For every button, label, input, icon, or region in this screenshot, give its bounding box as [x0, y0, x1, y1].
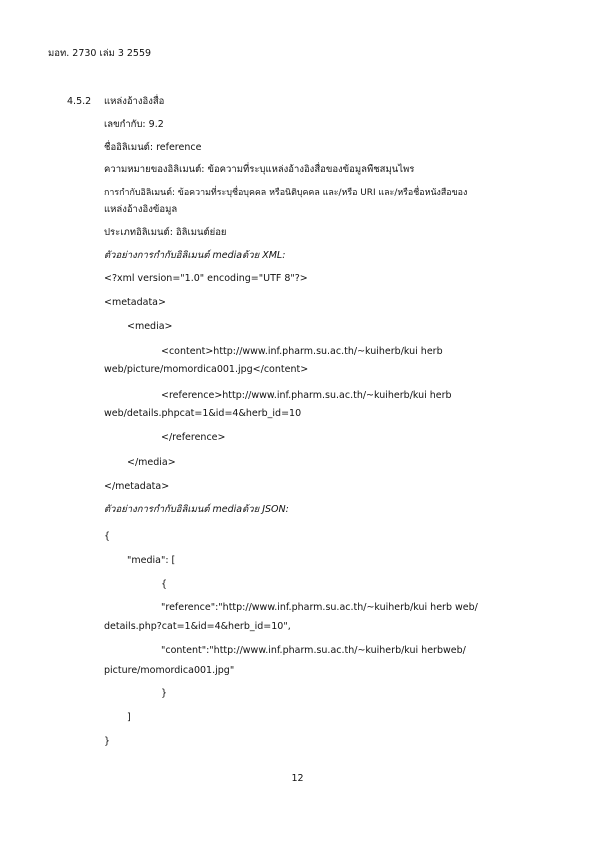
xml-line: </reference> — [161, 432, 226, 443]
ref-number: เลขกำกับ: 9.2 — [104, 119, 164, 130]
xml-line: <media> — [127, 321, 173, 332]
json-line: ] — [127, 712, 131, 723]
element-name: ชื่ออิลิเมนต์: reference — [104, 142, 202, 153]
xml-line: </metadata> — [104, 481, 170, 492]
xml-line: </media> — [127, 457, 176, 468]
xml-line: <metadata> — [104, 297, 166, 308]
standard-header: มอท. 2730 เล่ม 3 2559 — [48, 48, 152, 59]
page-number: 12 — [291, 773, 304, 784]
json-line: "reference":"http://www.inf.pharm.su.ac.th/~kuiherb/kui herb web/ — [161, 602, 478, 613]
xml-line: <content>http://www.inf.pharm.su.ac.th/~kuiherb/kui herb — [161, 346, 443, 357]
xml-line: <reference>http://www.inf.pharm.su.ac.th/~kuiherb/kui herb — [161, 390, 452, 401]
json-line: "media": [ — [127, 555, 176, 566]
xml-line: web/picture/momordica001.jpg</content> — [104, 364, 309, 375]
element-usage-line-1: การกำกับอิลิเมนต์: ข้อความที่ระบุชื่อบุคคล หรือนิติบุคคล และ/หรือ URI และ/หรือชื่อหนังสือของ — [104, 188, 468, 198]
json-example-heading: ตัวอย่างการกำกับอิลิเมนต์ mediaด้วย JSON: — [104, 504, 289, 515]
element-type: ประเภทอิลิเมนต์: อิลิเมนต์ย่อย — [104, 227, 227, 238]
section-title: แหล่งอ้างอิงสื่อ — [104, 96, 165, 107]
xml-line: <?xml version="1.0" encoding="UTF 8"?> — [104, 273, 308, 284]
json-line: "content":"http://www.inf.pharm.su.ac.th/~kuiherb/kui herbweb/ — [161, 645, 466, 656]
json-line: details.php?cat=1&id=4&herb_id=10", — [104, 621, 291, 632]
json-line: { — [161, 579, 168, 590]
json-line: picture/momordica001.jpg" — [104, 665, 235, 676]
json-line: } — [104, 736, 111, 747]
json-line: { — [104, 531, 111, 542]
json-line: } — [161, 688, 168, 699]
element-usage-line-2: แหล่งอ้างอิงข้อมูล — [104, 204, 178, 215]
xml-example-heading: ตัวอย่างการกำกับอิลิเมนต์ mediaด้วย XML: — [104, 250, 286, 261]
section-number: 4.5.2 — [67, 96, 92, 107]
xml-line: web/details.phpcat=1&id=4&herb_id=10 — [104, 408, 302, 419]
element-meaning: ความหมายของอิลิเมนต์: ข้อความที่ระบุแหล่งอ้างอิงสื่อของข้อมูลพืชสมุนไพร — [104, 164, 415, 175]
